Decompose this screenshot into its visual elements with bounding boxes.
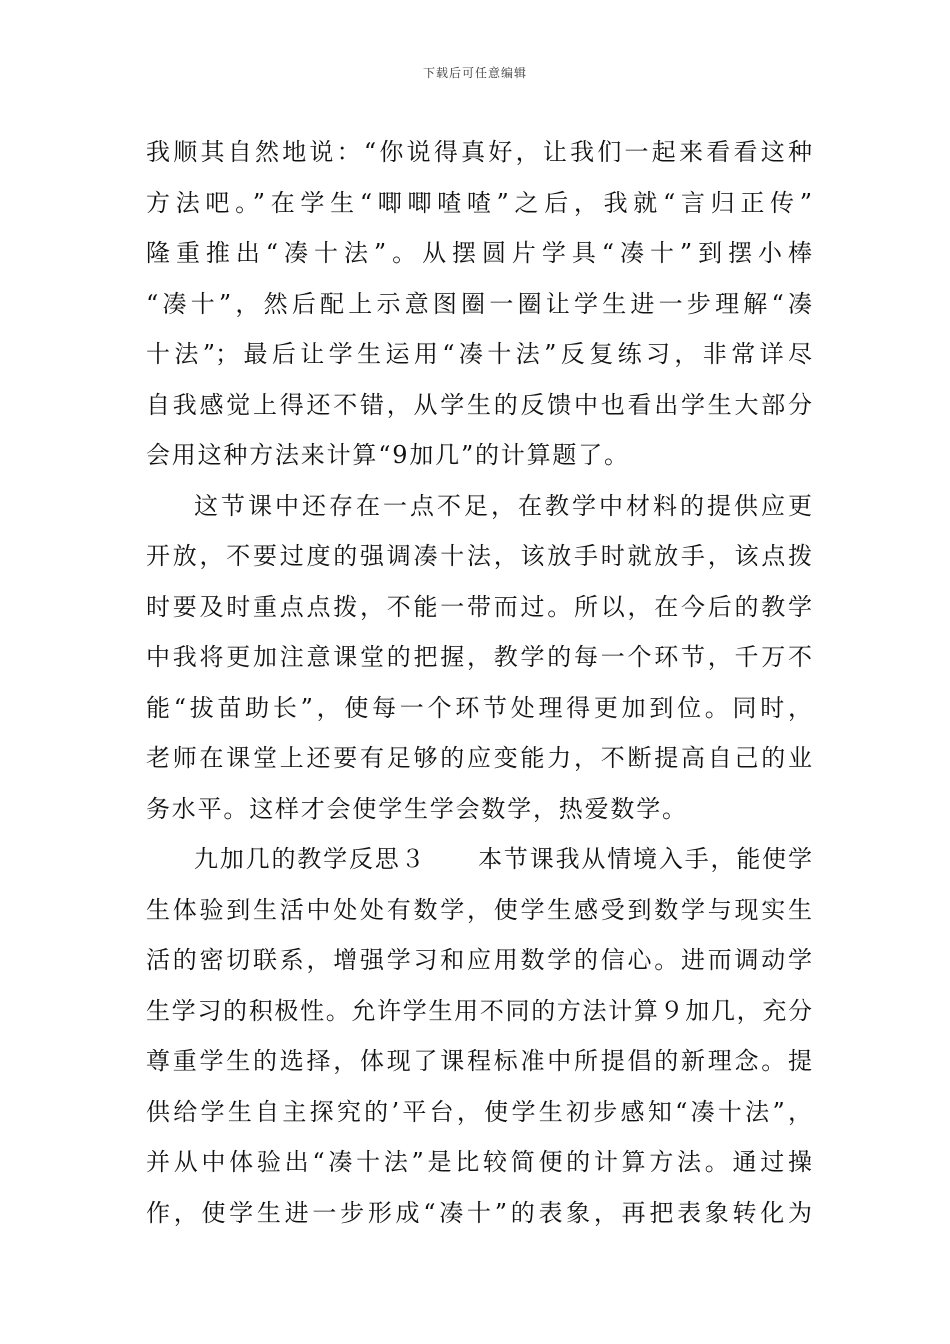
text-line: 务水平。这样才会使学生学会数学，热爱数学。 xyxy=(146,794,688,823)
text-line: 生学习的积极性。允许学生用不同的方法计算９加几，充分 xyxy=(146,996,812,1025)
text-line: 十法”；最后让学生运用“凑十法”反复练习，非常详尽 xyxy=(146,340,812,368)
text-line: 生体验到生活中处处有数学，使学生感受到数学与现实生 xyxy=(146,895,812,924)
document-body xyxy=(146,127,812,1238)
text-line: 中我将更加注意课堂的把握，教学的每一个环节，千万不 xyxy=(146,643,812,671)
text-line: 方法吧。”在学生“唧唧喳喳”之后，我就“言归正传” xyxy=(146,188,812,217)
text-line: 隆重推出“凑十法”。从摆圆片学具“凑十”到摆小棒 xyxy=(146,239,812,267)
text-line: 老师在课堂上还要有足够的应变能力，不断提高自己的业 xyxy=(146,744,812,772)
text-line: 供给学生自主探究的’平台，使学生初步感知“凑十法”， xyxy=(146,1097,812,1126)
text-line: 九加几的教学反思３ 本节课我从情境入手，能使学 xyxy=(194,845,812,873)
text-line: 尊重学生的选择，体现了课程标准中所提倡的新理念。提 xyxy=(146,1047,812,1075)
page-header: 下载后可任意编辑 xyxy=(422,66,527,80)
text-line: 并从中体验出“凑十法”是比较简便的计算方法。通过操 xyxy=(146,1148,812,1176)
text-line: “凑十”，然后配上示意图圈一圈让学生进一步理解“凑 xyxy=(146,289,812,318)
text-line: 活的密切联系，增强学习和应用数学的信心。进而调动学 xyxy=(146,946,812,974)
text-line: 开放，不要过度的强调凑十法，该放手时就放手，该点拨 xyxy=(146,542,812,570)
text-line: 我顺其自然地说：“你说得真好，让我们一起来看看这种 xyxy=(146,138,812,166)
text-line: 会用这种方法来计算“9加几”的计算题了。 xyxy=(146,441,630,469)
text-line: 时要及时重点点拨，不能一带而过。所以，在今后的教学 xyxy=(146,592,812,621)
text-line: 能“拔苗助长”，使每一个环节处理得更加到位。同时， xyxy=(146,693,812,722)
text-line: 自我感觉上得还不错，从学生的反馈中也看出学生大部分 xyxy=(146,390,812,419)
text-line: 这节课中还存在一点不足，在教学中材料的提供应更 xyxy=(194,491,812,520)
text-line: 作，使学生进一步形成“凑十”的表象，再把表象转化为 xyxy=(146,1198,812,1227)
